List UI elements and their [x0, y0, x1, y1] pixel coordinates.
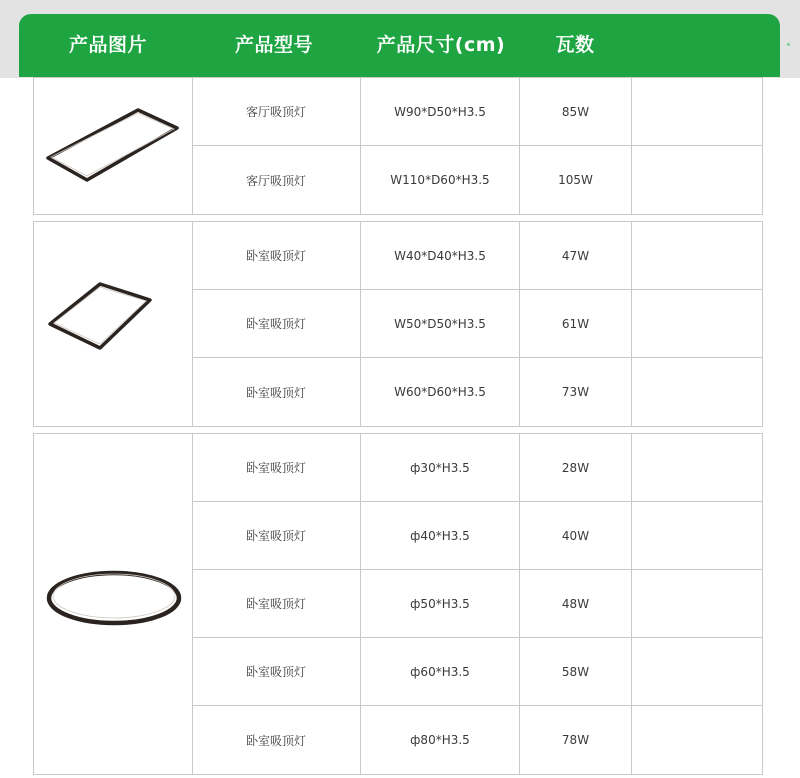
model-cell: 卧室吸顶灯 [192, 222, 361, 289]
size-cell: ф60*H3.5 [361, 638, 520, 705]
size-cell: W40*D40*H3.5 [361, 222, 520, 289]
watt-cell: 105W [520, 146, 632, 214]
size-cell: W60*D60*H3.5 [361, 358, 520, 426]
table-row [192, 706, 762, 774]
empty-cell [632, 434, 762, 501]
table-row [192, 502, 762, 570]
product-group-round [33, 433, 763, 775]
model-cell: 卧室吸顶灯 [192, 434, 361, 501]
empty-cell [632, 638, 762, 705]
size-cell: W90*D50*H3.5 [361, 78, 520, 145]
empty-cell [632, 706, 762, 774]
size-cell: W110*D60*H3.5 [361, 146, 520, 214]
watt-cell: 73W [520, 358, 632, 426]
watt-cell: 85W [520, 78, 632, 145]
size-cell: ф80*H3.5 [361, 706, 520, 774]
model-cell: 卧室吸顶灯 [192, 706, 361, 774]
rectangle-ceiling-lamp-icon [34, 78, 192, 214]
product-group-rectangle [33, 77, 763, 215]
product-image-cell [34, 434, 193, 774]
decorative-dot [787, 43, 790, 46]
product-image-cell [34, 78, 193, 214]
model-cell: 卧室吸顶灯 [192, 570, 361, 637]
watt-cell: 78W [520, 706, 632, 774]
table-row [192, 146, 762, 214]
watt-cell: 61W [520, 290, 632, 357]
model-cell: 卧室吸顶灯 [192, 638, 361, 705]
empty-cell [632, 502, 762, 569]
size-cell: ф40*H3.5 [361, 502, 520, 569]
watt-cell: 48W [520, 570, 632, 637]
header-size-column: 产品尺寸(cm) [376, 34, 506, 56]
empty-cell [632, 146, 762, 214]
empty-cell [632, 358, 762, 426]
table-row [192, 78, 762, 146]
table-row [192, 434, 762, 502]
table-row [192, 222, 762, 290]
empty-cell [632, 570, 762, 637]
table-row [192, 570, 762, 638]
header-watt-column: 瓦数 [555, 34, 595, 56]
table-row [192, 358, 762, 426]
empty-cell [632, 222, 762, 289]
table-header [19, 14, 780, 77]
empty-cell [632, 290, 762, 357]
size-cell: W50*D50*H3.5 [361, 290, 520, 357]
size-cell: ф50*H3.5 [361, 570, 520, 637]
watt-cell: 28W [520, 434, 632, 501]
watt-cell: 58W [520, 638, 632, 705]
watt-cell: 40W [520, 502, 632, 569]
watt-cell: 47W [520, 222, 632, 289]
product-image-cell [34, 222, 193, 426]
model-cell: 客厅吸顶灯 [192, 78, 361, 145]
model-cell: 卧室吸顶灯 [192, 358, 361, 426]
square-ceiling-lamp-icon [34, 222, 192, 426]
model-cell: 卧室吸顶灯 [192, 290, 361, 357]
model-cell: 客厅吸顶灯 [192, 146, 361, 214]
header-image-column: 产品图片 [68, 34, 147, 56]
table-row [192, 638, 762, 706]
product-group-square [33, 221, 763, 427]
round-ceiling-lamp-icon [34, 434, 192, 774]
header-model-column: 产品型号 [234, 34, 313, 56]
model-cell: 卧室吸顶灯 [192, 502, 361, 569]
table-row [192, 290, 762, 358]
size-cell: ф30*H3.5 [361, 434, 520, 501]
empty-cell [632, 78, 762, 145]
